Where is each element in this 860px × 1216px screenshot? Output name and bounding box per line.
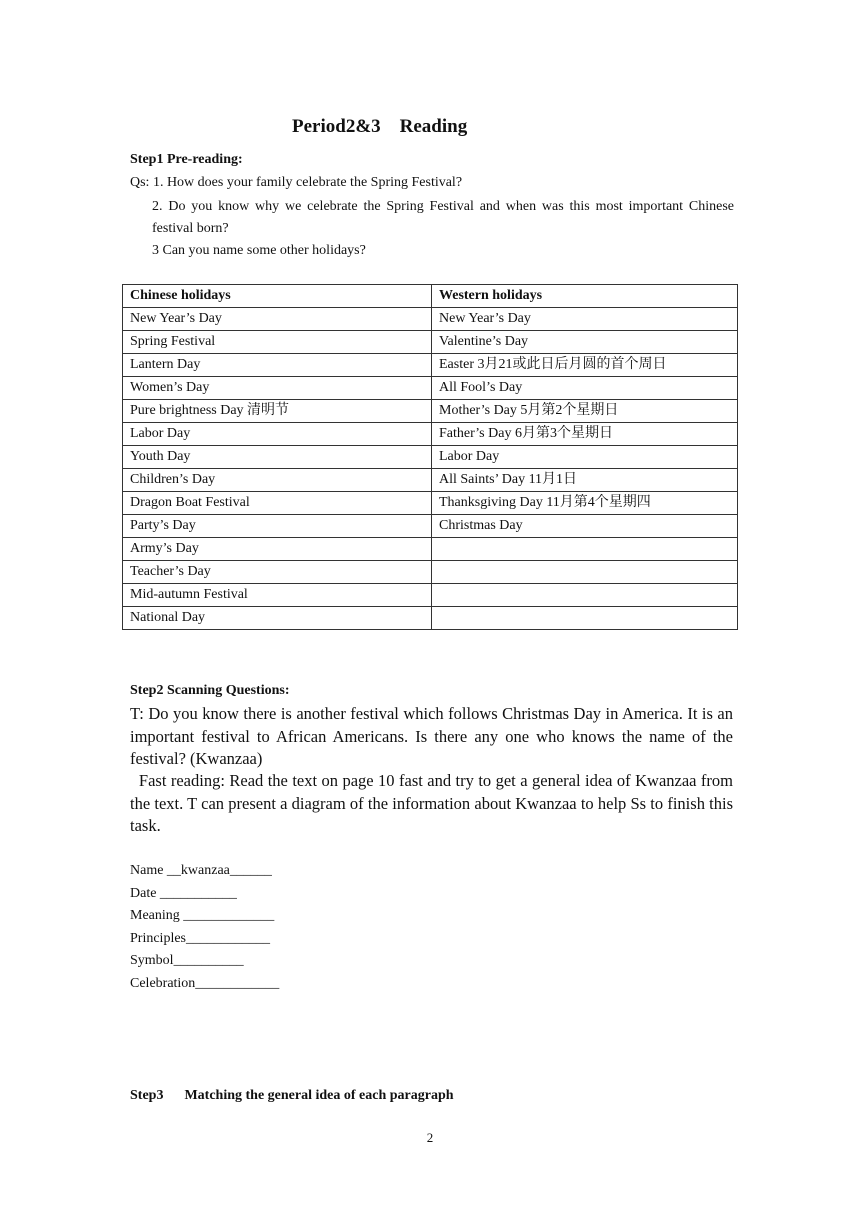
form-name-line: Name __kwanzaa______ [130, 863, 272, 878]
table-row [123, 538, 738, 561]
chinese-holiday-cell: Children’s Day [123, 469, 432, 492]
table-row [123, 515, 738, 538]
table-row [123, 561, 738, 584]
question-2-text: 2. Do you know why we celebrate the Spring Festival and when was this most important Chinese festival born? [152, 199, 734, 236]
table-row [123, 584, 738, 607]
chinese-holiday-cell: Youth Day [123, 446, 432, 469]
form-celebration-line: Celebration____________ [130, 976, 280, 991]
chinese-holiday-cell: Spring Festival [123, 331, 432, 354]
chinese-holiday-cell: New Year’s Day [123, 308, 432, 331]
western-holiday-cell [432, 607, 738, 630]
western-holiday-cell [432, 538, 738, 561]
step2-heading: Step2 Scanning Questions: [130, 683, 290, 698]
table-row [123, 492, 738, 515]
western-holiday-cell: Valentine’s Day [432, 331, 738, 354]
western-holiday-cell: Father’s Day 6月第3个星期日 [432, 423, 738, 446]
western-holiday-cell: Easter 3月21或此日后月圆的首个周日 [432, 354, 738, 377]
chinese-holiday-cell: Labor Day [123, 423, 432, 446]
chinese-holiday-cell: Dragon Boat Festival [123, 492, 432, 515]
table-row [123, 377, 738, 400]
question-3: 3 Can you name some other holidays? [152, 243, 366, 258]
header-chinese-holidays: Chinese holidays [123, 285, 432, 308]
western-holiday-cell [432, 584, 738, 607]
question-1: Qs: 1. How does your family celebrate the Spring Festival? [130, 175, 463, 190]
western-holiday-cell: All Fool’s Day [432, 377, 738, 400]
western-holiday-cell: Mother’s Day 5月第2个星期日 [432, 400, 738, 423]
table-row [123, 423, 738, 446]
western-holiday-cell: Thanksgiving Day 11月第4个星期四 [432, 492, 738, 515]
page-title: Period2&3 Reading [292, 116, 468, 137]
western-holiday-cell [432, 561, 738, 584]
step1-heading: Step1 Pre-reading: [130, 152, 243, 167]
form-date-line: Date ___________ [130, 886, 237, 901]
western-holiday-cell: All Saints’ Day 11月1日 [432, 469, 738, 492]
form-symbol-line: Symbol__________ [130, 953, 244, 968]
table-row [123, 308, 738, 331]
western-holiday-cell: New Year’s Day [432, 308, 738, 331]
western-holiday-cell: Labor Day [432, 446, 738, 469]
western-holiday-cell: Christmas Day [432, 515, 738, 538]
chinese-holiday-cell: National Day [123, 607, 432, 630]
teacher-question-paragraph: T: Do you know there is another festival which follows Christmas Day in America. It is an important festival to African Americans. Is there any one who knows the name of the festival? (Kwanzaa) [130, 704, 733, 768]
chinese-holiday-cell: Mid-autumn Festival [123, 584, 432, 607]
table-row [123, 354, 738, 377]
holidays-table [122, 284, 738, 630]
table-row [123, 446, 738, 469]
table-row [123, 607, 738, 630]
table-row [123, 469, 738, 492]
form-principles-line: Principles____________ [130, 931, 270, 946]
question-2 [152, 196, 734, 240]
chinese-holiday-cell: Party’s Day [123, 515, 432, 538]
page-number: 2 [426, 1130, 434, 1145]
chinese-holiday-cell: Army’s Day [123, 538, 432, 561]
header-western-holidays: Western holidays [432, 285, 738, 308]
chinese-holiday-cell: Pure brightness Day 清明节 [123, 400, 432, 423]
table-header-row [123, 285, 738, 308]
chinese-holiday-cell: Teacher’s Day [123, 561, 432, 584]
table-row [123, 331, 738, 354]
chinese-holiday-cell: Women’s Day [123, 377, 432, 400]
table-row [123, 400, 738, 423]
chinese-holiday-cell: Lantern Day [123, 354, 432, 377]
fast-reading-paragraph: Fast reading: Read the text on page 10 fast and try to get a general idea of Kwanzaa from the text. T can present a diagram of the information about Kwanzaa to help Ss to finish this task. [130, 771, 738, 835]
step3-heading: Step3 Matching the general idea of each paragraph [130, 1088, 454, 1103]
form-meaning-line: Meaning _____________ [130, 908, 275, 923]
